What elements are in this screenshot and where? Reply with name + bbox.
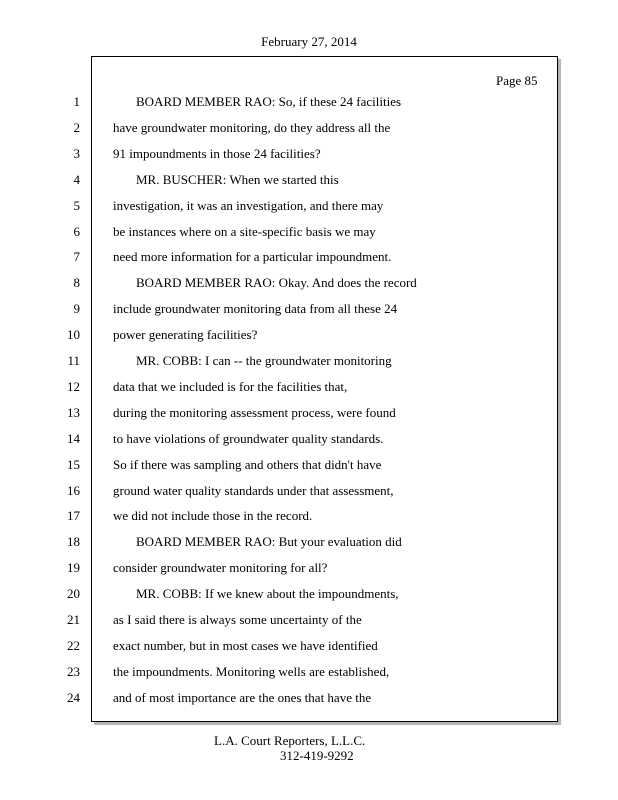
- line-text: MR. COBB: If we knew about the impoundments,: [136, 586, 399, 601]
- line-number: 22: [67, 638, 80, 653]
- line-text: BOARD MEMBER RAO: So, if these 24 facilities: [136, 94, 402, 109]
- line-number: 7: [73, 249, 80, 264]
- line-text: the impoundments. Monitoring wells are established,: [113, 664, 390, 679]
- transcript-line: [0, 145, 618, 163]
- line-number: 21: [67, 612, 80, 627]
- line-number: 20: [67, 586, 80, 601]
- transcript-line: [0, 611, 618, 629]
- line-text: include groundwater monitoring data from all these 24: [113, 301, 398, 316]
- line-number: 3: [73, 146, 80, 161]
- line-text: to have violations of groundwater quality standards.: [113, 431, 384, 446]
- line-number: 14: [67, 431, 80, 446]
- line-number: 9: [73, 301, 80, 316]
- transcript-date: February 27, 2014: [261, 34, 357, 49]
- line-text: and of most importance are the ones that have the: [113, 690, 372, 705]
- transcript-line: [0, 585, 618, 603]
- line-number: 19: [67, 560, 80, 575]
- line-text: consider groundwater monitoring for all?: [113, 560, 328, 575]
- line-text: as I said there is always some uncertainty of the: [113, 612, 362, 627]
- transcript-line: [0, 352, 618, 370]
- line-number: 12: [67, 379, 80, 394]
- line-number: 6: [73, 224, 80, 239]
- line-text: power generating facilities?: [113, 327, 258, 342]
- line-text: exact number, but in most cases we have identified: [113, 638, 378, 653]
- line-number: 15: [67, 457, 80, 472]
- transcript-line: [0, 456, 618, 474]
- transcript-line: [0, 430, 618, 448]
- line-number: 1: [73, 94, 80, 109]
- line-number: 16: [67, 483, 80, 498]
- transcript-line: [0, 274, 618, 292]
- transcript-line: [0, 404, 618, 422]
- line-text: BOARD MEMBER RAO: But your evaluation did: [136, 534, 402, 549]
- line-text: MR. BUSCHER: When we started this: [136, 172, 339, 187]
- transcript-line: [0, 637, 618, 655]
- line-number: 17: [67, 508, 80, 523]
- transcript-line: [0, 223, 618, 241]
- line-text: BOARD MEMBER RAO: Okay. And does the record: [136, 275, 417, 290]
- line-text: data that we included is for the facilities that,: [113, 379, 348, 394]
- line-text: during the monitoring assessment process, were found: [113, 405, 396, 420]
- line-number: 18: [67, 534, 80, 549]
- transcript-line: [0, 689, 618, 707]
- line-text: be instances where on a site-specific basis we may: [113, 224, 376, 239]
- line-number: 8: [73, 275, 80, 290]
- court-reporter-phone: 312-419-9292: [280, 748, 354, 763]
- transcript-line: [0, 482, 618, 500]
- court-reporter-company: L.A. Court Reporters, L.L.C.: [214, 733, 366, 748]
- line-text: need more information for a particular impoundment.: [113, 249, 392, 264]
- line-number: 11: [67, 353, 80, 368]
- line-number: 24: [67, 690, 80, 705]
- line-number: 5: [73, 198, 80, 213]
- line-text: investigation, it was an investigation, and there may: [113, 198, 384, 213]
- transcript-line: [0, 93, 618, 111]
- page-number: Page 85: [496, 73, 538, 88]
- line-text: have groundwater monitoring, do they address all the: [113, 120, 391, 135]
- line-text: we did not include those in the record.: [113, 508, 313, 523]
- line-text: So if there was sampling and others that didn't have: [113, 457, 382, 472]
- transcript-line: [0, 326, 618, 344]
- transcript-line: [0, 171, 618, 189]
- transcript-line: [0, 119, 618, 137]
- line-number: 2: [73, 120, 80, 135]
- transcript-line: [0, 663, 618, 681]
- transcript-line: [0, 197, 618, 215]
- transcript-line: [0, 378, 618, 396]
- line-number: 13: [67, 405, 80, 420]
- transcript-line: [0, 248, 618, 266]
- line-number: 23: [67, 664, 80, 679]
- line-text: 91 impoundments in those 24 facilities?: [113, 146, 321, 161]
- line-text: ground water quality standards under that assessment,: [113, 483, 394, 498]
- line-text: MR. COBB: I can -- the groundwater monitoring: [136, 353, 392, 368]
- transcript-line: [0, 559, 618, 577]
- line-number: 4: [73, 172, 80, 187]
- transcript-line: [0, 507, 618, 525]
- transcript-line: [0, 300, 618, 318]
- transcript-line: [0, 533, 618, 551]
- line-number: 10: [67, 327, 80, 342]
